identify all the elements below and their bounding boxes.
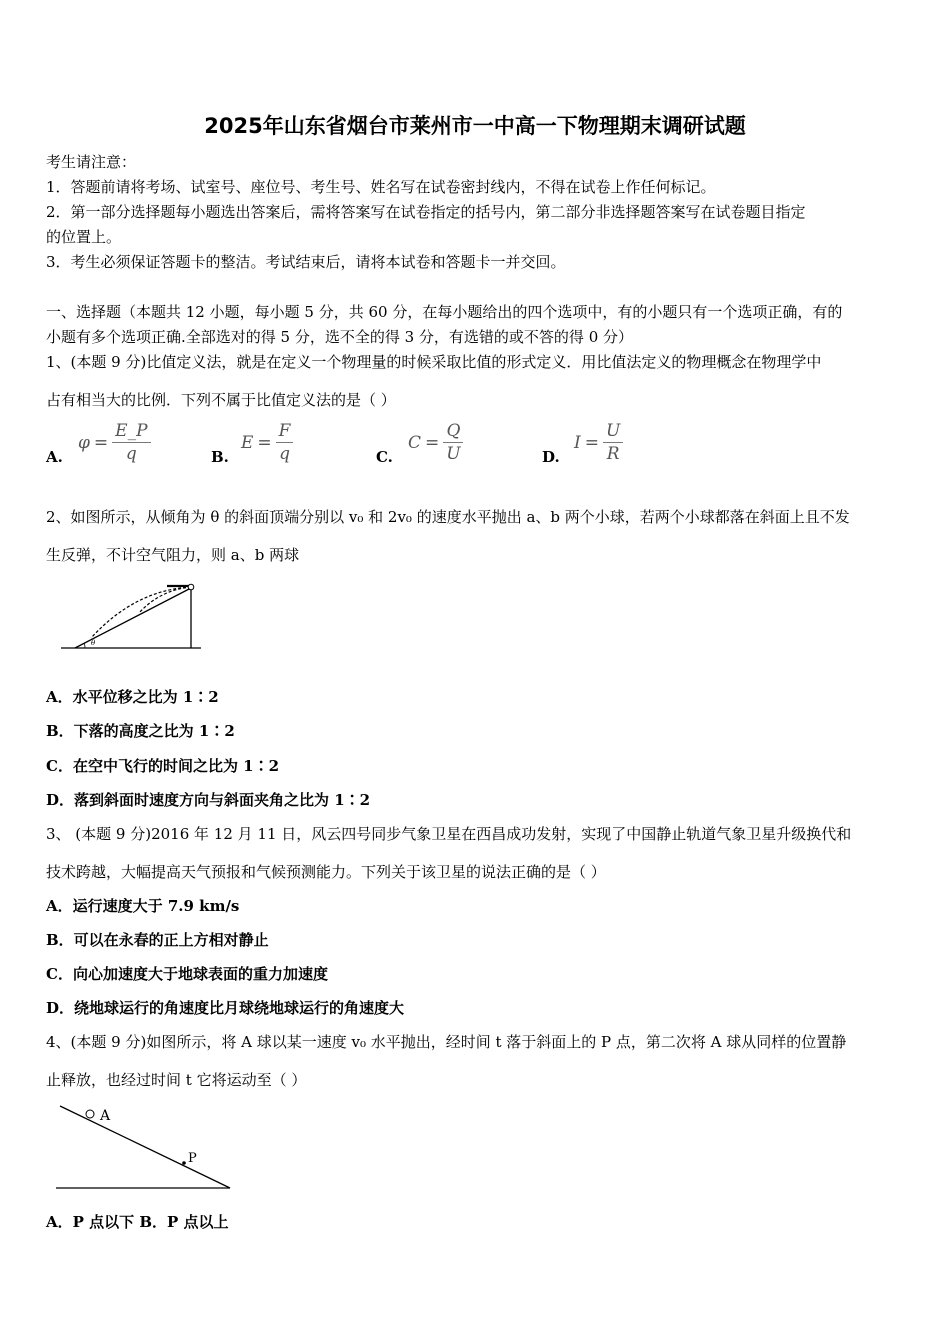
option-label: D. [542,448,560,466]
formula [408,420,464,465]
q1-stem: 1、(本题 9 分)比值定义法，就是在定义一个物理量的时候采取比值的形式定义．用比值法定义的物理概念在物理学中 [46,353,822,371]
formula-equals: = [93,432,109,453]
q4-stem-cont: 止释放，也经过时间 t 它将运动至（ ） [46,1071,307,1089]
section-heading: 一、选择题（本题共 12 小题，每小题 5 分，共 60 分，在每小题给出的四个选项中，有的小题只有一个选项正确，有的 [46,303,843,321]
ball [188,584,194,590]
q4-stem: 4、(本题 9 分)如图所示，将 A 球以某一速度 v₀ 水平抛出，经时间 t 落于斜面上的 P 点，第二次将 A 球从同样的位置静 [46,1033,847,1051]
q2-option-b[interactable]: B．下落的高度之比为 1∶2 [46,722,235,740]
formula [241,420,293,465]
section-heading-cont: 小题有多个选项正确.全部选对的得 5 分，选不全的得 3 分，有选错的或不答的得 0 分） [46,328,634,346]
formula-lhs: φ [78,432,90,453]
q2-option-a[interactable]: A．水平位移之比为 1∶2 [46,688,219,706]
q4-options[interactable]: A．P 点以下 B．P 点以上 [46,1213,229,1231]
q3-option-b[interactable]: B．可以在永春的正上方相对静止 [46,931,269,949]
formula-equals: = [257,432,272,453]
formula-lhs: C [408,432,422,453]
formula-denominator: R [606,444,620,464]
notice-heading: 考生请注意： [46,153,137,171]
option-label: B. [211,448,229,466]
formula-lhs: I [574,432,581,453]
trajectory-b [91,587,191,638]
q3-option-a[interactable]: A．运行速度大于 7.9 km/s [46,897,240,915]
formula-lhs: E [241,432,254,453]
q3-stem-cont: 技术跨越，大幅提高天气预报和气候预测能力。下列关于该卫星的说法正确的是（ ） [46,863,606,881]
formula-denominator: q [125,444,137,464]
q1-options [46,420,908,480]
label-p: P [188,1151,197,1166]
q2-option-d[interactable]: D．落到斜面时速度方向与斜面夹角之比为 1∶2 [46,791,371,809]
formula-equals: = [425,432,440,453]
point-p [182,1161,186,1165]
formula-denominator: U [446,444,461,464]
formula-denominator: q [279,444,291,464]
angle-arc [84,643,85,648]
q2-stem: 2、如图所示，从倾角为 θ 的斜面顶端分别以 v₀ 和 2v₀ 的速度水平抛出 a、b 两个小球，若两个小球都落在斜面上且不发 [46,508,850,526]
incline-surface [60,1106,230,1188]
option-label: A. [46,448,63,466]
q3-stem: 3、 (本题 9 分)2016 年 12 月 11 日，风云四号同步气象卫星在西昌成功发射，实现了中国静止轨道气象卫星升级换代和 [46,825,852,843]
theta-label: θ [91,639,96,647]
option-label: C. [376,448,393,466]
q4-incline-figure [50,1100,240,1195]
notice-item-3: 3．考生必须保证答题卡的整洁。考试结束后，请将本试卷和答题卡一并交回。 [46,253,566,271]
q3-option-d[interactable]: D．绕地球运行的角速度比月球绕地球运行的角速度大 [46,999,405,1017]
q3-option-c[interactable]: C．向心加速度大于地球表面的重力加速度 [46,965,328,983]
formula-equals: = [584,432,599,453]
q2-stem-cont: 生反弹，不计空气阻力，则 a、b 两球 [46,546,300,564]
label-a: A [100,1108,111,1124]
formula-numerator: U [603,420,623,443]
q1-stem-cont: 占有相当大的比例．下列不属于比值定义法的是（ ） [46,391,396,409]
q2-option-c[interactable]: C．在空中飞行的时间之比为 1∶2 [46,757,280,775]
notice-item-2-cont: 的位置上。 [46,228,122,246]
notice-item-2: 2．第一部分选择题每小题选出答案后，需将答案写在试卷指定的括号内，第二部分非选择题答案写在试卷题目指定 [46,203,806,221]
q2-incline-figure [55,578,205,654]
notice-item-1: 1．答题前请将考场、试室号、座位号、考生号、姓名写在试卷密封线内，不得在试卷上作任何标记。 [46,178,716,196]
formula-numerator: E_P [112,420,150,443]
formula [78,420,151,465]
ball-a [86,1110,94,1118]
formula [574,420,623,465]
page-title: 2025年山东省烟台市莱州市一中高一下物理期末调研试题 [204,114,746,138]
formula-numerator: F [276,420,294,443]
formula-numerator: Q [443,420,463,443]
